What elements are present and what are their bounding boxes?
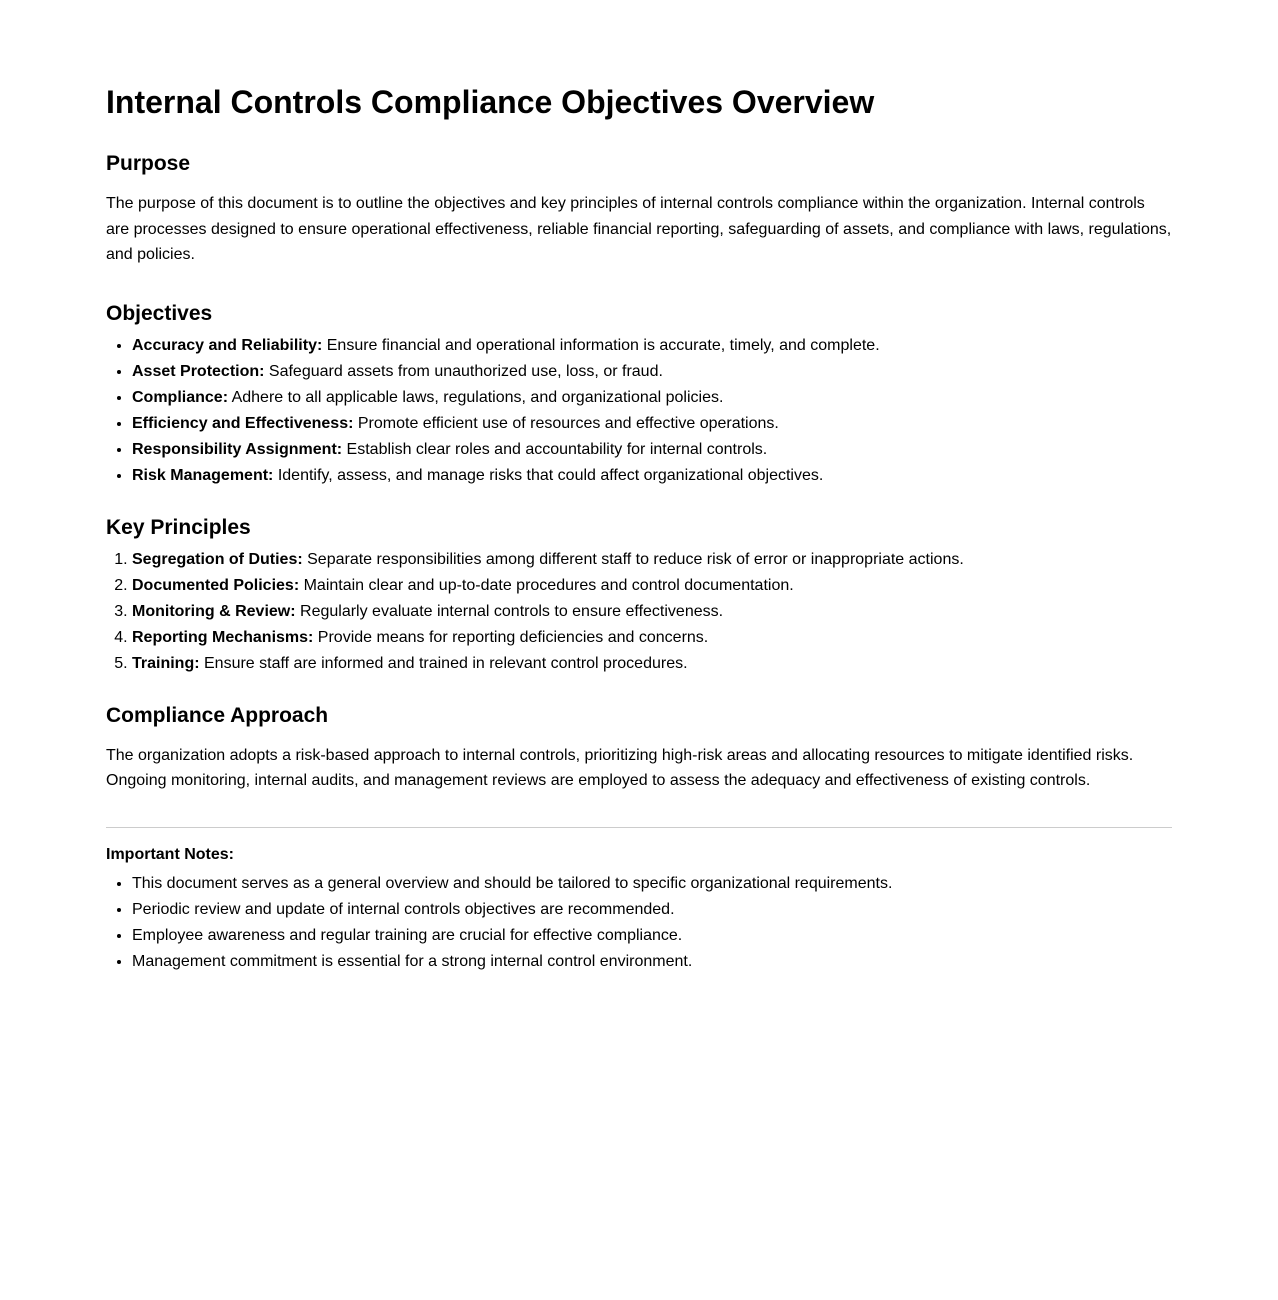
list-item	[132, 411, 1172, 437]
list-item: • Management commitment is essential for a strong internal control environment.	[132, 949, 1172, 975]
list-item	[132, 651, 1172, 677]
item-text: Ensure staff are informed and trained in relevant control procedures.	[199, 654, 688, 672]
item-text: Provide means for reporting deficiencies and concerns.	[313, 628, 709, 646]
purpose-paragraph: The purpose of this document is to outline the objectives and key principles of internal controls compliance within the organization. Internal controls are processes designed to ensure operational effectiveness, reliable financial reporting, safeguarding of assets, and compliance with laws, regulations, and policies.	[106, 195, 1172, 263]
item-label: Risk Management:	[132, 466, 274, 484]
item-text: Ensure financial and operational information is accurate, timely, and complete.	[322, 336, 880, 354]
notes-list	[106, 871, 1172, 975]
notes-title: Important Notes:	[106, 845, 234, 863]
item-text: Safeguard assets from unauthorized use, loss, or fraud.	[264, 362, 663, 380]
list-item: • Employee awareness and regular training are crucial for effective compliance.	[132, 923, 1172, 949]
item-label: Segregation of Duties:	[132, 550, 303, 568]
list-item	[132, 359, 1172, 385]
item-label: Monitoring & Review:	[132, 602, 296, 620]
section-divider	[106, 827, 1172, 828]
item-text: Separate responsibilities among different staff to reduce risk of error or inappropriate actions.	[302, 550, 964, 568]
compliance-approach-paragraph: The organization adopts a risk-based approach to internal controls, prioritizing high-risk areas and allocating resources to mitigate identified risks. Ongoing monitoring, internal audits, and management reviews are employed to assess the adequacy and effectiveness of existing controls.	[106, 746, 1134, 789]
list-item	[132, 385, 1172, 411]
item-label: Responsibility Assignment:	[132, 440, 343, 458]
section-heading-objectives: Objectives	[106, 301, 213, 325]
item-text: Adhere to all applicable laws, regulations, and organizational policies.	[228, 388, 724, 406]
list-item	[132, 599, 1172, 625]
document	[106, 0, 1172, 975]
item-label: Documented Policies:	[132, 576, 300, 594]
item-text: Establish clear roles and accountability for internal controls.	[342, 440, 768, 458]
list-item	[132, 573, 1172, 599]
list-item	[132, 437, 1172, 463]
section-heading-compliance-approach: Compliance Approach	[106, 703, 329, 727]
list-item	[132, 333, 1172, 359]
item-text: Promote efficient use of resources and effective operations.	[353, 414, 779, 432]
item-label: Asset Protection:	[132, 362, 265, 380]
item-label: Reporting Mechanisms:	[132, 628, 314, 646]
item-label: Efficiency and Effectiveness:	[132, 414, 354, 432]
page-title: Internal Controls Compliance Objectives Overview	[106, 84, 875, 120]
list-item: • This document serves as a general overview and should be tailored to specific organizational requirements.	[132, 871, 1172, 897]
item-label: Accuracy and Reliability:	[132, 336, 323, 354]
section-heading-purpose: Purpose	[106, 152, 191, 175]
list-item	[132, 463, 1172, 489]
key-principles-list	[106, 547, 1172, 677]
section-heading-key-principles: Key Principles	[106, 515, 251, 539]
item-label: Compliance:	[132, 388, 229, 406]
item-text: Regularly evaluate internal controls to ensure effectiveness.	[295, 602, 724, 620]
item-label: Training:	[132, 654, 200, 672]
list-item	[132, 547, 1172, 573]
list-item: • Periodic review and update of internal controls objectives are recommended.	[132, 897, 1172, 923]
list-item	[132, 625, 1172, 651]
item-text: Maintain clear and up-to-date procedures and control documentation.	[299, 576, 794, 594]
item-text: Identify, assess, and manage risks that could affect organizational objectives.	[273, 466, 824, 484]
objectives-list	[106, 333, 1172, 489]
